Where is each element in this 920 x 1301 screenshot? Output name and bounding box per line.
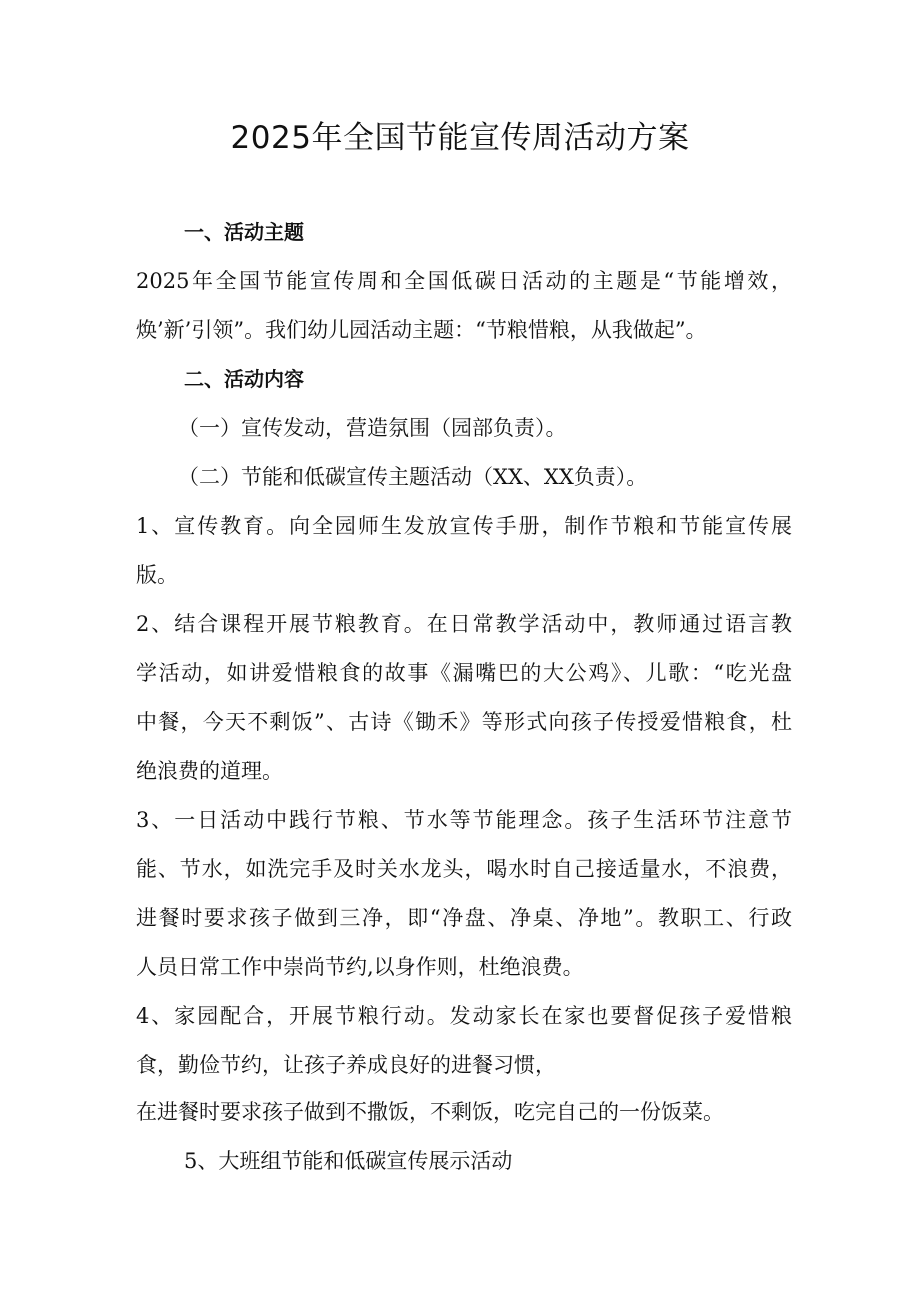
paragraph-line: 绝浪费的道理。 xyxy=(136,759,283,783)
subsection-heading: （二）节能和低碳宣传主题活动（XX、XX负责）。 xyxy=(178,465,648,489)
paragraph-line: 焕’新’引领”。我们幼儿园活动主题：“节粮惜粮，从我做起”。 xyxy=(136,318,707,342)
document-title: 2025年全国节能宣传周活动方案 xyxy=(230,120,690,156)
paragraph-line: 能、节水，如洗完手及时关水龙头，喝水时自己接适量水，不浪费， xyxy=(136,857,792,881)
paragraph-line: 学活动，如讲爱惜粮食的故事《漏嘴巴的大公鸡》、儿歌：“吃光盘 xyxy=(136,661,792,685)
subsection-heading: （一）宣传发动，营造氛围（园部负责）。 xyxy=(178,416,567,440)
paragraph-line: 食，勤俭节约，让孩子养成良好的进餐习惯， xyxy=(136,1053,556,1077)
paragraph-line: 2、结合课程开展节粮教育。在日常教学活动中，教师通过语言教 xyxy=(136,612,792,636)
section-heading-theme: 一、活动主题 xyxy=(184,220,304,244)
paragraph-line: 中餐，今天不剩饭”、古诗《锄禾》等形式向孩子传授爱惜粮食，杜 xyxy=(136,710,792,734)
paragraph-line: 5、大班组节能和低碳宣传展示活动 xyxy=(184,1149,513,1173)
paragraph-line: 在进餐时要求孩子做到不撒饭，不剩饭，吃完自己的一份饭菜。 xyxy=(136,1100,724,1124)
paragraph-line: 2025年全国节能宣传周和全国低碳日活动的主题是“节能增效， xyxy=(136,269,792,293)
paragraph-line: 进餐时要求孩子做到三净，即“净盘、净桌、净地”。教职工、行政 xyxy=(136,906,792,930)
paragraph-line: 人员日常工作中崇尚节约,以身作则，杜绝浪费。 xyxy=(136,955,584,979)
paragraph-line: 版。 xyxy=(136,563,178,587)
paragraph-line: 3、一日活动中践行节粮、节水等节能理念。孩子生活环节注意节 xyxy=(136,808,792,832)
section-heading-content: 二、活动内容 xyxy=(184,367,304,391)
paragraph-line: 4、家园配合，开展节粮行动。发动家长在家也要督促孩子爱惜粮 xyxy=(136,1004,792,1028)
paragraph-line: 1、宣传教育。向全园师生发放宣传手册，制作节粮和节能宣传展 xyxy=(136,514,792,538)
